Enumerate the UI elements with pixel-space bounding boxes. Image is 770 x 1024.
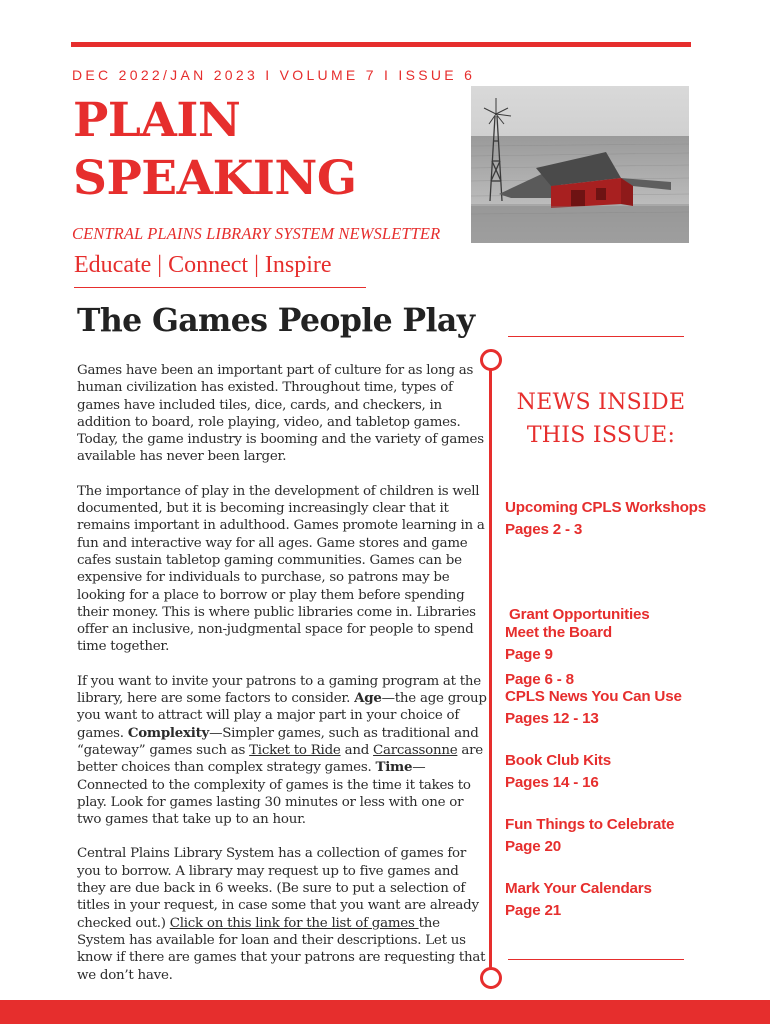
article-paragraph: Games have been an important part of culture for as long as human civilization has existed. Throughout time, types of games have included tiles, dice, cards, and checkers, in addition to board, role playing, video, and tabletop games. Today, the game industry is booming and the variety of games available has never been larger. — [77, 363, 484, 465]
title-line-2: SPEAKING — [73, 151, 357, 206]
news-item-celebrate[interactable] — [505, 814, 674, 857]
sidebar-top-rule — [508, 336, 684, 337]
tagline-connect: Connect — [168, 252, 249, 278]
paragraph-text: Central Plains Library System has a collection of games for you to borrow. A library may request up to five games and they are due back in 6 weeks. (Be sure to put a selection of titles in your request, in case some that you want are already checked out.) — [77, 846, 479, 931]
paragraph-text: —the age group you want to attract will play a major part in your choice of games. — [77, 691, 487, 741]
news-item-book-club[interactable] — [505, 750, 611, 793]
sidebar-bottom-rule — [508, 959, 684, 960]
article-title: The Games People Play — [77, 302, 475, 339]
news-item-title: Mark Your Calendars — [505, 880, 652, 897]
news-item-board[interactable] — [505, 622, 612, 665]
article-body — [77, 362, 487, 1001]
barn-windmill-photo — [471, 86, 689, 243]
games-list-link[interactable]: Click on this link for the list of games — [169, 915, 419, 931]
complexity-label: Complexity — [127, 724, 210, 741]
news-item-title: Meet the Board — [505, 624, 612, 641]
newsletter-subtitle: CENTRAL PLAINS LIBRARY SYSTEM NEWSLETTER — [72, 224, 441, 243]
news-item-title: Book Club Kits — [505, 752, 612, 769]
tagline-separator: | — [157, 252, 163, 278]
paragraph-text: the System has available for loan and their descriptions. Let us know if there are games that your patrons are requesting that we don’t have. — [77, 915, 486, 983]
carcassonne-link[interactable]: Carcassonne — [373, 742, 458, 758]
article-paragraph — [77, 845, 487, 983]
news-item-calendars[interactable] — [505, 878, 652, 921]
news-item-pages: Page 9 — [505, 645, 553, 663]
article-paragraph: The importance of play in the development of children is well documented, but it is becoming increasingly clear that it remains important in adulthood. Games promote learning in a fun and interactive way for all ages. Game stores and game cafes sustain tabletop gaming communities. Games can be expensive for individuals to purchase, so patrons may be looking for a place to borrow or play them before spending their money. This is where public libraries come in. Libraries offer an inclusive, non-judgmental space for people to spend time together. — [77, 483, 485, 655]
paragraph-text: —Connected to the complexity of games is the time it takes to play. Look for games lasting 30 minutes or less with one or two games that take up to an hour. — [77, 760, 471, 828]
tagline-separator: | — [254, 252, 259, 278]
news-item-pages: Pages 14 - 16 — [505, 773, 599, 791]
paragraph-text: —Simpler games, such as traditional and “gateway” games such as — [77, 725, 479, 758]
paragraph-text: If you want to invite your patrons to a gaming program at the library, here are some factors to consider. — [77, 673, 481, 707]
article-paragraph — [77, 673, 487, 829]
news-item-title: CPLS News You Can Use — [505, 688, 682, 705]
news-item-title: Grant Opportunities — [505, 606, 650, 623]
news-inside-heading — [508, 386, 694, 452]
timeline-line — [489, 368, 492, 976]
news-item-news[interactable] — [505, 686, 682, 729]
timeline-dot-top — [480, 349, 502, 371]
news-item-title: Fun Things to Celebrate — [505, 816, 675, 833]
tagline-rule — [74, 287, 366, 288]
title-line-1: PLAIN — [73, 93, 241, 148]
news-item-pages: Page 6 - 8 — [505, 670, 574, 688]
time-label: Time — [375, 759, 413, 776]
news-item-pages: Pages 2 - 3 — [505, 520, 583, 538]
bottom-bar — [0, 1000, 770, 1024]
tagline-inspire: Inspire — [264, 252, 332, 278]
top-rule — [71, 42, 691, 47]
issue-date-line: DEC 2022/JAN 2023 I VOLUME 7 I ISSUE 6 — [72, 67, 476, 83]
news-item-workshops[interactable] — [505, 497, 706, 540]
ticket-to-ride-link[interactable]: Ticket to Ride — [249, 742, 341, 758]
news-item-pages: Page 20 — [505, 837, 562, 855]
newsletter-title — [73, 92, 357, 208]
heading-line-1: NEWS INSIDE — [516, 390, 686, 415]
age-label: Age — [354, 690, 382, 707]
tagline — [74, 252, 332, 279]
paragraph-text: and — [340, 742, 374, 758]
paragraph-text: are better choices than complex strategy games. — [77, 742, 483, 776]
news-item-pages: Page 21 — [505, 901, 562, 919]
timeline-dot-bottom — [480, 967, 502, 989]
tagline-educate: Educate — [74, 252, 152, 278]
news-item-pages: Pages 12 - 13 — [505, 709, 599, 727]
news-item-title: Upcoming CPLS Workshops — [505, 499, 707, 516]
heading-line-2: THIS ISSUE: — [526, 423, 676, 448]
